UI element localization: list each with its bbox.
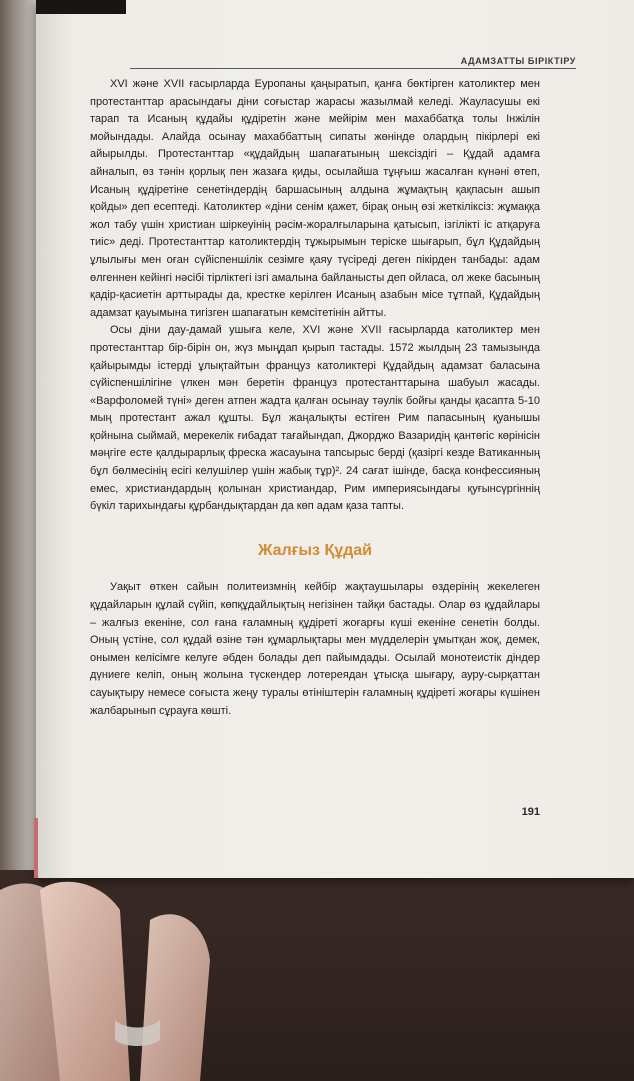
paragraph-1: XVI және XVII ғасырларда Еуропаны қаңыратып, қанға бөктірген католиктер мен протестанттар арасындағы діни соғыстар жарасы жазылмай келеді. Жауласушы екі тарап та Исаның құдайы құдіретін және мейірім мен махаббатқа толы Інжілін мойындады. Алайда осынау махаббаттың сипаты жөнінде олардың пікірлері екі айырылды. Протестанттар «құдайдың шапағатының шексіздігі – Құдай адамға айналып, өз тәнін қорлық пен жазаға қиды, осылайша тұңғыш жасалған күнәні өтеп, Исаның құдіретіне сенетіндердің баршасының алдына жұмақтың қақпасын ашып қойды» деп есептеді. Католиктер «діни сенім қажет, бірақ оның өзі жеткіліксіз: жұмаққа жол табу үшін христиан шіркеуінің рәсім-жоралғыларына қатысып, ізгілікті іс атқаруға тиіс» деді. Протестанттар католиктердің тұжырымын теріске шығарып, бұл Құдайдың ұлылығы мен оған сүйіспеншілік сезімге қаяу түсіреді деген пікірден танбады: адам өлгеннен кейінгі нәсібі тірліктегі ізгі амалына байланысты деп ойласа, ол жеке басының қадір-қасиетін арттырады да, крестке керілген Исаның азабын місе тұтпай, Құдайдың адамзат қауымына тигізген шапағатын кемсітетінін айтты. <box>90 78 540 319</box>
page-corner-shadow <box>36 0 126 14</box>
paragraph-3: Уақыт өткен сайын политеизмнің кейбір жақтаушылары өздерінің жекелеген құдайларын құлай сүйіп, көпқұдайлықтың негізінен тайқи бастады. Олар өз құдайлары – жалғыз екеніне, сол ғана ғаламның құдіреті жоғарғы күші екеніне сенетін болды. Оның үстіне, сол құдай өзіне тән құмарлықтары мен мүдделерін ұмытқан жоқ, демек, онымен келісімге келуге әбден болады деп пайымдады. Осылай монотеистік діндер дүниеге келіп, оның жолына түскендер лотереядан ұтысқа шығару, ауру-сырқаттан сауықтыру немесе соғыста жеңу туралы өтініштерін ғаламның құдіреті жоғары күшінен жалбарынып сұрауға көшті. <box>90 581 540 717</box>
running-header: АДАМЗАТТЫ БІРІКТІРУ <box>460 56 576 66</box>
section-title: Жалғыз Құдай <box>258 541 372 559</box>
page-number: 191 <box>521 806 540 818</box>
hand-photo <box>0 880 250 1081</box>
header-rule <box>130 68 576 69</box>
page-edge-marker <box>34 818 38 878</box>
book-spine <box>0 0 40 870</box>
paragraph-2: Осы діни дау-дамай ушыға келе, XVI және XVII ғасырларда католиктер мен протестанттар бір-бірін он, жүз мыңдап қырып тастады. 1572 жылдың 23 тамызында қайырымды істерді ұлықтайтын француз католиктері Құдайдың адамзат баласына сүйіспеншілігіне үлкен мән беретін француз протестанттарына шабуыл жасады. «Варфоломей түні» деген атпен жадта қалған осынау тәулік бойғы қанды қасапта 5-10 мың протестант ажал құшты. Бұл жаңалықты естіген Рим папасының қуанышы қойнына сыймай, мерекелік ғибадат тағайындап, Джорджо Вазаридің қантөгіс көрінісін мәңгіге есте қалдырарлық фреска жасауына тапсырыс берді (қазіргі кезде Ватиканның бұл бөлмесінің есігі келушілер үшін жабық тұр)². 24 сағат ішінде, басқа конфессияның емес, христиандардың қолынан христиандар, Рим империясындағы қуғынсүргіннің бүкіл тарихындағы құрбандықтардан да көп адам қаза тапты. <box>90 324 540 513</box>
page-content <box>90 76 540 720</box>
